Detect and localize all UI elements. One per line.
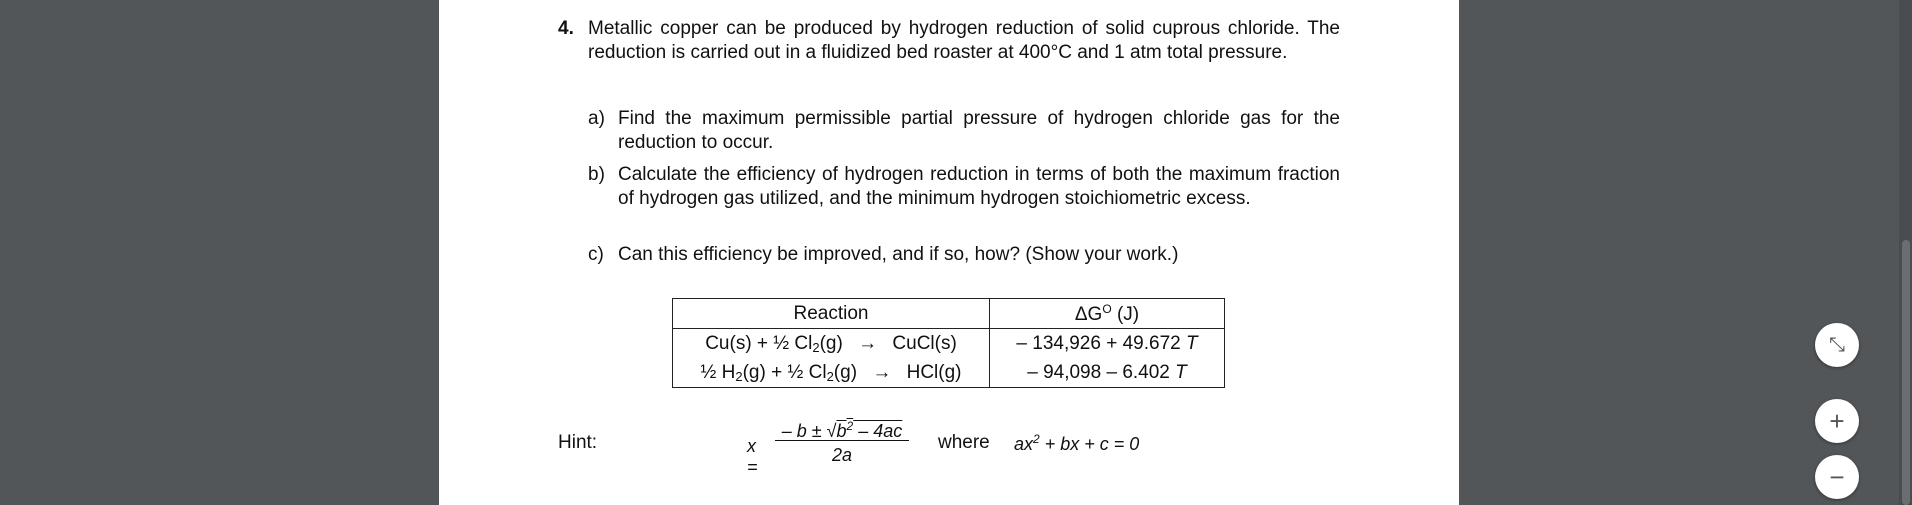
part-text: Find the maximum permissible partial pressure of hydrogen chloride gas for the reduction to occur. xyxy=(618,108,1340,153)
formula-numerator: – $b \pm √b^2 - 4ac$ xyxy=(775,412,909,441)
part-label: c) xyxy=(588,244,604,265)
arrow-icon: → xyxy=(858,332,878,354)
formula-fraction xyxy=(775,412,909,469)
fit-page-icon: ⤡ xyxy=(1829,333,1845,356)
header-delta-g: $\Delta G^O$ (J) xyxy=(990,299,1225,329)
header-reaction: Reaction xyxy=(673,299,990,329)
scrollbar-thumb[interactable] xyxy=(1902,240,1910,505)
vertical-scrollbar[interactable] xyxy=(1899,0,1912,505)
part-label: b) xyxy=(588,164,605,185)
quadratic-equation: $ax^2$ + bx + c = 0 xyxy=(1014,432,1140,454)
fit-page-button[interactable] xyxy=(1815,323,1859,367)
part-b xyxy=(588,163,1340,210)
reaction-table xyxy=(672,298,1225,388)
question-4 xyxy=(558,17,1340,64)
zoom-out-button[interactable] xyxy=(1815,455,1859,499)
plus-icon: + xyxy=(1829,405,1845,436)
part-c xyxy=(588,243,1340,267)
formula-denominator: 2a xyxy=(831,445,853,465)
arrow-icon: → xyxy=(872,361,892,383)
reaction-cell: Cu(s) + ½ $Cl_2(g)$ → CuCl(s) xyxy=(673,329,990,359)
zoom-in-button[interactable] xyxy=(1815,399,1859,443)
delta-g-cell: – 134,926 + 49.672 T xyxy=(990,329,1225,359)
reaction-cell: ½ $H_2(g)$ + ½ $Cl_2(g) \to HCl(g)$ xyxy=(673,358,990,388)
formula-lhs: x = xyxy=(747,436,758,477)
document-page xyxy=(439,0,1459,505)
minus-icon: − xyxy=(1829,461,1845,492)
where-text: where xyxy=(938,432,990,453)
question-number: 4. xyxy=(558,18,574,39)
table-row xyxy=(673,358,1225,388)
hint-label: Hint: xyxy=(558,432,598,453)
part-label: a) xyxy=(588,108,605,129)
part-text: Calculate the efficiency of hydrogen reduction in terms of both the maximum fraction of hydrogen gas utilized, and the minimum hydrogen stoichiometric excess. xyxy=(618,164,1340,209)
table-row xyxy=(673,329,1225,359)
question-text: Metallic copper can be produced by hydrogen reduction of solid cuprous chloride. The reduction is carried out in a fluidized bed roaster at 400°C and 1 atm total pressure. xyxy=(588,18,1340,63)
part-a xyxy=(588,107,1340,154)
part-text: Can this efficiency be improved, and if so, how? (Show your work.) xyxy=(618,244,1179,265)
delta-g-cell: – 94,098 – 6.402 T xyxy=(990,358,1225,388)
